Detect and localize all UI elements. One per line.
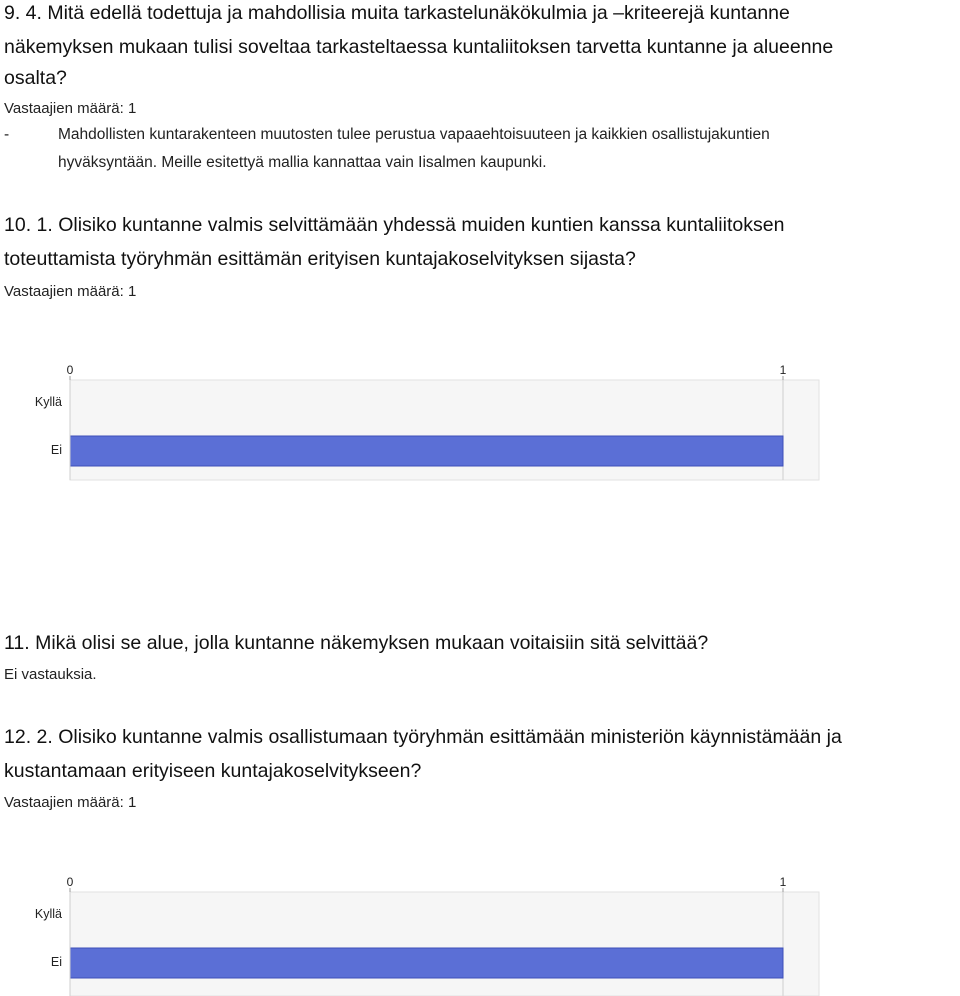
q12-tick-label: 1 bbox=[779, 875, 787, 889]
q12-plot-area bbox=[70, 892, 819, 996]
q9-respondent-count: Vastaajien määrä: 1 bbox=[4, 100, 137, 117]
q10-question-line-1: 10. 1. Olisiko kuntanne valmis selvittämään yhdessä muiden kuntien kanssa kuntaliitoksen bbox=[4, 214, 785, 236]
q12-category-label: Ei bbox=[50, 955, 62, 969]
q11-no-answers: Ei vastauksia. bbox=[4, 666, 97, 683]
q12-respondent-count: Vastaajien määrä: 1 bbox=[4, 794, 137, 811]
q9-question-line-1: 9. 4. Mitä edellä todettuja ja mahdollisia muita tarkastelunäkökulmia ja –kriteerejä kuntanne bbox=[4, 2, 790, 24]
q9-question-line-3: osalta? bbox=[4, 67, 67, 89]
q10-category-label: Ei bbox=[50, 443, 62, 457]
q12-question-line-2: kustantamaan erityiseen kuntajakoselvitykseen? bbox=[4, 760, 422, 782]
q9-question-line-2: näkemyksen mukaan tulisi soveltaa tarkasteltaessa kuntaliitoksen tarvetta kuntanne ja alueenne bbox=[4, 36, 834, 58]
q12-tick-label: 0 bbox=[66, 875, 74, 889]
q10-bar-ei bbox=[70, 436, 783, 466]
q10-tick-label: 0 bbox=[66, 363, 74, 377]
q10-respondent-count: Vastaajien määrä: 1 bbox=[4, 283, 137, 300]
q9-answer-line-2: hyväksyntään. Meille esitettyä mallia kannattaa vain Iisalmen kaupunki. bbox=[58, 154, 547, 171]
q12-question-line-1: 12. 2. Olisiko kuntanne valmis osallistumaan työryhmän esittämään ministeriön käynnistämään ja bbox=[4, 726, 842, 748]
q12-bar-ei bbox=[70, 948, 783, 978]
q11-question: 11. Mikä olisi se alue, jolla kuntanne näkemyksen mukaan voitaisiin sitä selvittää? bbox=[4, 632, 709, 654]
q10-tick-label: 1 bbox=[779, 363, 787, 377]
q10-bar-chart bbox=[0, 350, 960, 490]
q12-category-label: Kyllä bbox=[34, 907, 62, 921]
q10-category-label: Kyllä bbox=[34, 395, 62, 409]
q10-chart bbox=[0, 350, 960, 490]
q9-answer-bullet: - bbox=[4, 126, 10, 143]
q12-bar-chart bbox=[0, 862, 960, 996]
q10-question-line-2: toteuttamista työryhmän esittämän erityisen kuntajakoselvityksen sijasta? bbox=[4, 248, 636, 270]
q12-chart bbox=[0, 862, 960, 996]
q9-answer-line-1: Mahdollisten kuntarakenteen muutosten tulee perustua vapaaehtoisuuteen ja kaikkien osallistujakuntien bbox=[58, 126, 770, 143]
